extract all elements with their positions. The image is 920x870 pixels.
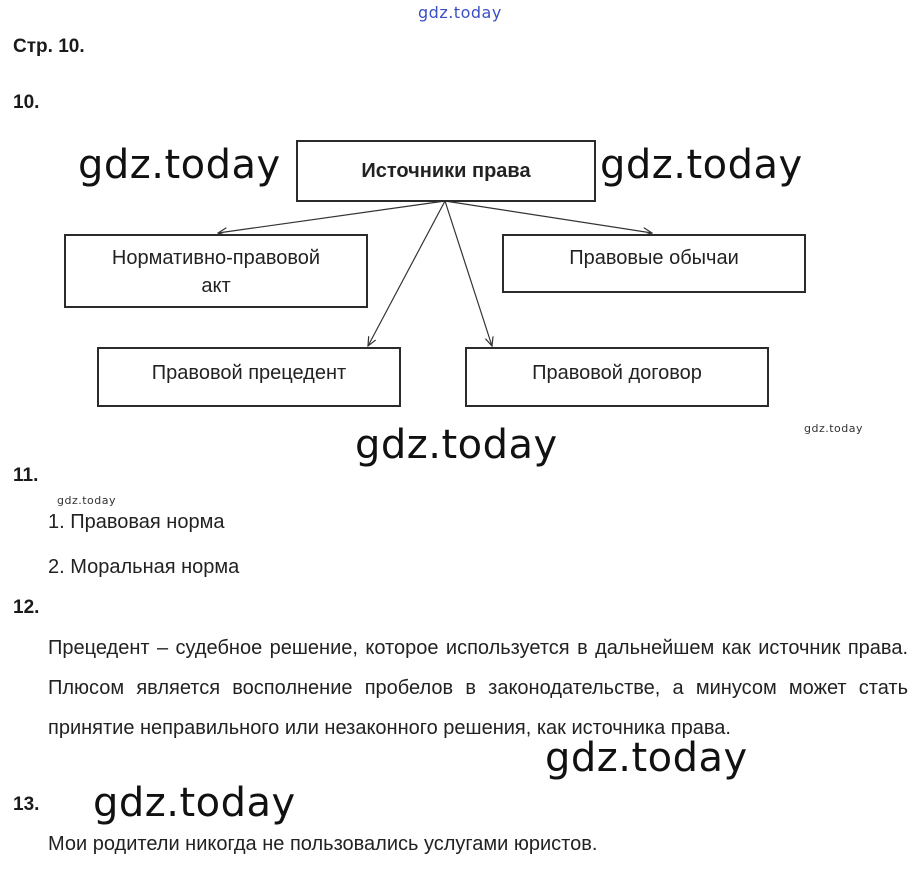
diagram-box-contract <box>465 347 769 407</box>
watermark-center: gdz.today <box>355 422 558 468</box>
arrow-to-normative-act <box>218 201 445 233</box>
arrow-to-customs <box>445 201 652 233</box>
arrow-to-precedent <box>368 201 445 346</box>
diagram-box-label: Правовой договор <box>532 362 702 384</box>
watermark-small-left: gdz.today <box>57 494 117 507</box>
diagram-box-label: Правовые обычаи <box>569 247 739 269</box>
watermark-lower-right: gdz.today <box>545 735 748 781</box>
task-13-number: 13. <box>13 794 40 815</box>
watermark-small-right: gdz.today <box>804 422 864 435</box>
task-12-number: 12. <box>13 597 40 618</box>
arrow-to-contract <box>445 201 492 346</box>
diagram-box-customs <box>502 234 806 293</box>
list-item: 2. Моральная норма <box>48 556 240 578</box>
diagram-box-normative-act <box>64 234 368 308</box>
diagram-box-label: Нормативно-правовой акт <box>111 247 321 297</box>
diagram-box-precedent <box>97 347 401 407</box>
watermark-left: gdz.today <box>78 142 281 188</box>
task-13-answer: Мои родители никогда не пользовались услугами юристов. <box>48 833 598 855</box>
watermark-lower-left: gdz.today <box>93 780 296 826</box>
list-item: 1. Правовая норма <box>48 511 225 533</box>
task-11-number: 11. <box>13 465 39 486</box>
page-heading: Стр. 10. <box>13 36 85 57</box>
watermark-right: gdz.today <box>600 142 803 188</box>
task-10-number: 10. <box>13 92 40 113</box>
task-12-answer: Прецедент – судебное решение, которое используется в дальнейшем как источник права. Плюсом является восполнение пробелов в законодательстве, а минусом может стать принятие неправильного или незаконного решения, как источника права. <box>48 637 908 739</box>
diagram-root-box <box>296 140 596 202</box>
watermark-top: gdz.today <box>418 3 502 22</box>
diagram-box-label: Правовой прецедент <box>151 362 347 384</box>
diagram-root-label: Источники права <box>361 160 531 182</box>
